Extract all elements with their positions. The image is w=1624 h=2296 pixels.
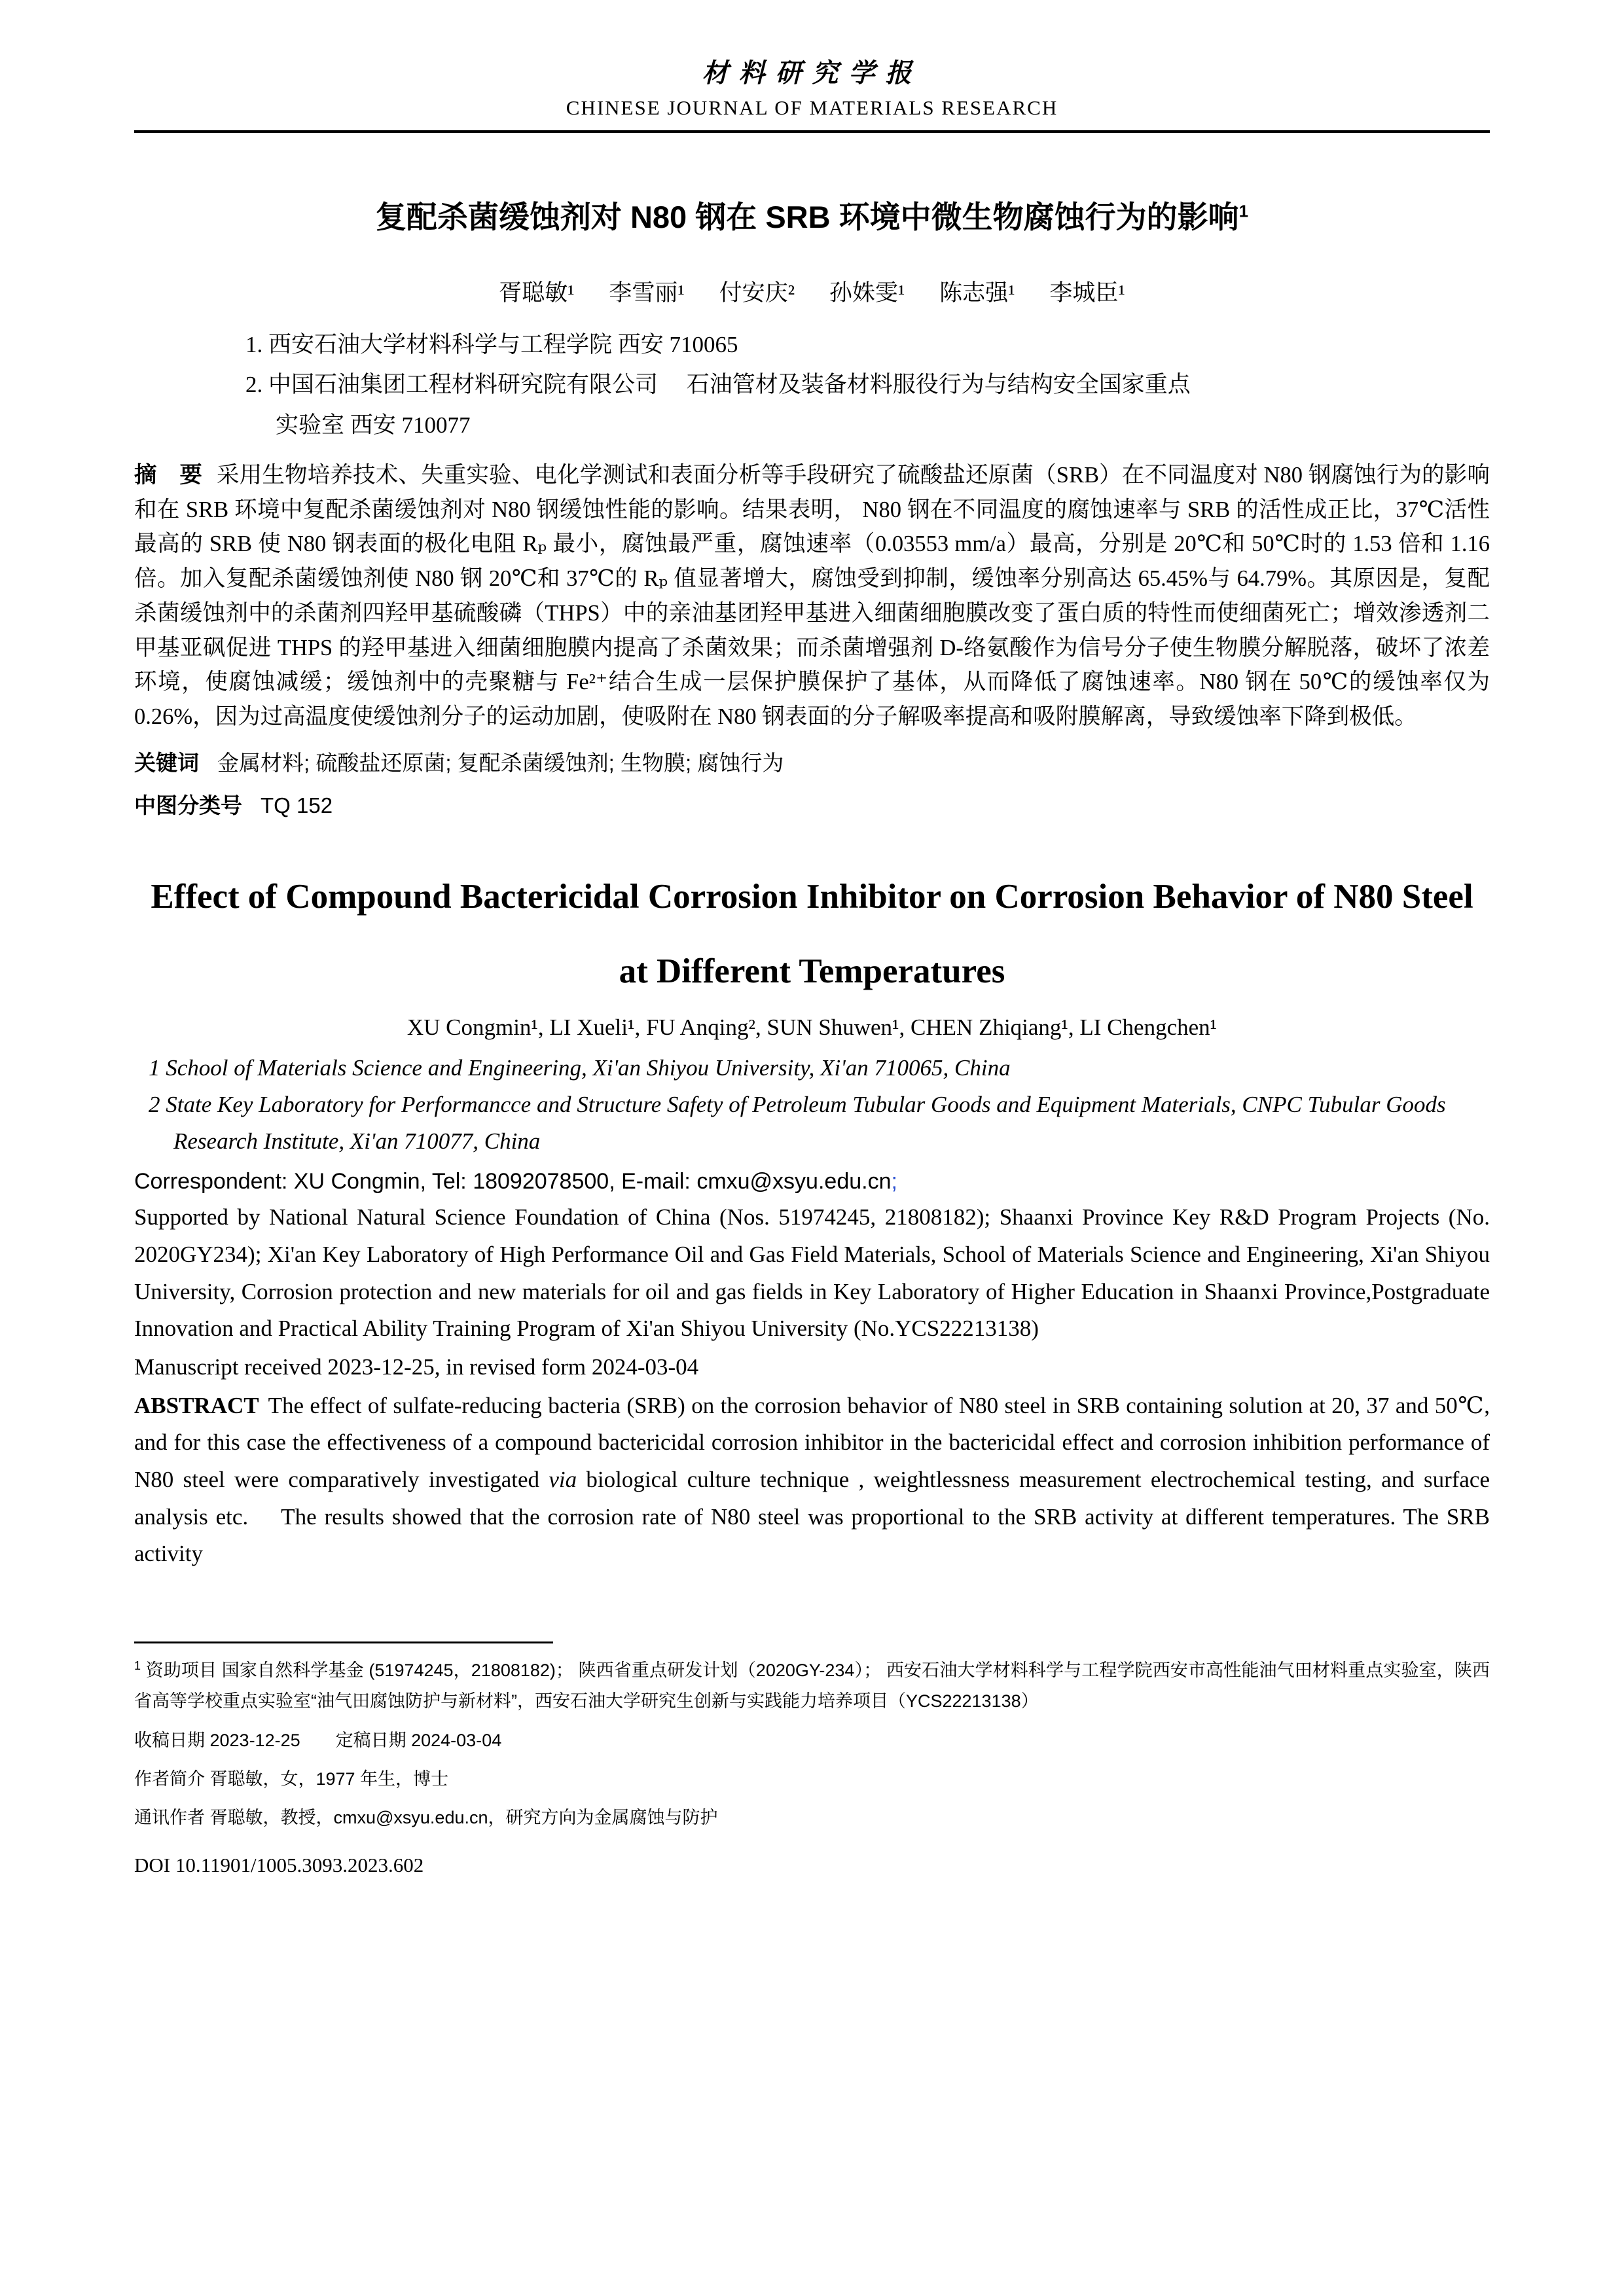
clc-line [134, 789, 1490, 819]
author-cn: 孙姝雯¹ [829, 280, 905, 306]
footnote-dates: 收稿日期 2023-12-25 定稿日期 2024-03-04 [134, 1730, 502, 1750]
author-cn: 胥聪敏¹ [499, 280, 575, 306]
affiliation-en-1: 1 School of Materials Science and Engineering, Xi'an Shiyou University, Xi'an 710065, China [149, 1054, 1011, 1081]
paper-title-cn-footnote-mark: 1 [1238, 201, 1249, 221]
abstract-en-text-2: biological culture technique , weightlessness measurement electrochemical testing, and surface analysis etc. The results showed that the corrosion rate of N80 steel was proportional to the SRB activity at different temperatures. The SRB activity [134, 1467, 1490, 1567]
affiliation-en-2: 2 State Key Laboratory for Performancce and Structure Safety of Petroleum Tubular Goods and Equipment Materials, CNPC Tubular Goods Research Institute, Xi'an 710077, China [149, 1091, 1446, 1154]
abstract-cn-text: 采用生物培养技术、失重实验、电化学测试和表面分析等手段研究了硫酸盐还原菌（SRB）在不同温度对 N80 钢腐蚀行为的影响和在 SRB 环境中复配杀菌缓蚀剂对 N80 钢缓蚀性能的影响。结果表明， N80 钢在不同温度的腐蚀速率与 SRB 的活性成正比，37℃活性最高的 SRB 使 N80 钢表面的极化电阻 Rₚ 最小，腐蚀最严重，腐蚀速率（0.03553 mm/a）最高，分别是 20℃和 50℃时的 1.53 倍和 1.16 倍。加入复配杀菌缓蚀剂使 N80 钢 20℃和 37℃的 Rₚ 值显著增大，腐蚀受到抑制，缓蚀率分别高达 65.45%与 64.79%。其原因是，复配杀菌缓蚀剂中的杀菌剂四羟甲基硫酸磷（THPS）中的亲油基团羟甲基进入细菌细胞膜改变了蛋白质的特性而使细菌死亡；增效渗透剂二甲基亚砜促进 THPS 的羟甲基进入细菌细胞膜内提高了杀菌效果；而杀菌增强剂 D-络氨酸作为信号分子使生物膜分解脱落，破坏了浓差环境，使腐蚀减缓；缓蚀剂中的壳聚糖与 Fe²⁺结合生成一层保护膜保护了基体，从而降低了腐蚀速率。N80 钢在 50℃的缓蚀率仅为 0.26%，因为过高温度使缓蚀剂分子的运动加剧，使吸附在 N80 钢表面的分子解吸率提高和吸附膜解离，导致缓蚀率下降到极低。 [134, 462, 1490, 730]
authors-cn [134, 275, 1490, 308]
clc-label: 中图分类号 [134, 793, 242, 817]
affiliation-cn-2: 2. 中国石油集团工程材料研究院有限公司 石油管材及装备材料服役行为与结构安全国家重点 [245, 372, 1191, 398]
footnote-mark: 1 [134, 1659, 141, 1673]
footnote-divider [134, 1641, 553, 1643]
footnote-author-bio: 作者简介 胥聪敏，女，1977 年生，博士 [134, 1768, 449, 1789]
doi-line: DOI 10.11901/1005.3093.2023.602 [134, 1854, 424, 1877]
author-cn: 陈志强¹ [939, 280, 1015, 306]
affiliations-cn [134, 325, 1490, 445]
keywords-line [134, 746, 1490, 777]
footnote-corresponding-author: 通讯作者 胥聪敏，教授，cmxu@xsyu.edu.cn，研究方向为金属腐蚀与防护 [134, 1808, 718, 1828]
funding-en: Supported by National Natural Science Foundation of China (Nos. 51974245, 21808182); Shaanxi Province Key R&D Program Projects (No. 2020GY234); Xi'an Key Laboratory of High Performance Oil and Gas Field Materials, School of Materials Science and Engineering, Xi'an Shiyou University, Corrosion protection and new materials for oil and gas fields in Key Laboratory of Higher Education in Shaanxi Province,Postgraduate Innovation and Practical Ability Training Program of Xi'an Shiyou University (No.YCS22213138) [134, 1204, 1490, 1342]
correspondent-text[interactable]: Correspondent: XU Congmin, Tel: 18092078500, E-mail: cmxu@xsyu.edu.cn [134, 1168, 892, 1194]
footnote-funding-text: 资助项目 国家自然科学基金 (51974245，21808182)； 陕西省重点研发计划（2020GY-234）； 西安石油大学材料科学与工程学院西安市高性能油气田材料重点实验室，陕西省高等学校重点实验室“油气田腐蚀防护与新材料”，西安石油大学研究生创新与实践能力培养项目（YCS22213138） [134, 1660, 1490, 1712]
abstract-cn-label: 摘 要 [134, 462, 203, 488]
abstract-en [134, 1388, 1490, 1573]
abstract-en-text-1: The effect of sulfate-reducing bacteria (SRB) on the corrosion behavior of N80 steel in SRB containing solution at 20, 37 and 50℃, and for this case the effectiveness of a compound bactericidal corrosion inhibitor in the bactericidal effect and corrosion inhibition performance of N80 steel were comparatively investigated [134, 1392, 1490, 1493]
email-link-mark[interactable]: ; [891, 1168, 897, 1194]
author-cn: 李雪丽¹ [609, 280, 685, 306]
footnote-funding [134, 1655, 1490, 1717]
keywords-label: 关键词 [134, 751, 199, 775]
journal-header [134, 52, 1490, 133]
author-cn: 付安庆² [719, 280, 795, 306]
header-divider [134, 130, 1490, 133]
affiliation-cn-1: 1. 西安石油大学材料科学与工程学院 西安 710065 [245, 332, 738, 357]
affiliations-en [134, 1050, 1490, 1160]
footnote-block [134, 1641, 1490, 1884]
clc-value: TQ 152 [261, 793, 333, 817]
journal-name-en: CHINESE JOURNAL OF MATERIALS RESEARCH [566, 96, 1058, 119]
paper-title-cn [134, 193, 1490, 237]
paper-title-en: Effect of Compound Bactericidal Corrosion Inhibitor on Corrosion Behavior of N80 Steel at Different Temperatures [151, 878, 1473, 990]
abstract-cn [134, 458, 1490, 734]
journal-name-cn: 材料研究学报 [702, 58, 922, 88]
paper-title-cn-text: 复配杀菌缓蚀剂对 N80 钢在 SRB 环境中微生物腐蚀行为的影响 [375, 200, 1239, 234]
abstract-en-via: via [549, 1467, 577, 1493]
manuscript-dates-en: Manuscript received 2023-12-25, in revised form 2024-03-04 [134, 1354, 699, 1380]
affiliation-cn-2-continued: 实验室 西安 710077 [276, 412, 471, 438]
correspondent-line [134, 1164, 1490, 1199]
keywords-text: 金属材料; 硫酸盐还原菌; 复配杀菌缓蚀剂; 生物膜; 腐蚀行为 [217, 751, 784, 775]
abstract-en-label: ABSTRACT [134, 1392, 259, 1418]
author-cn: 李城臣¹ [1049, 280, 1125, 306]
authors-en: XU Congmin¹, LI Xueli¹, FU Anqing², SUN Shuwen¹, CHEN Zhiqiang¹, LI Chengchen¹ [406, 1014, 1218, 1040]
